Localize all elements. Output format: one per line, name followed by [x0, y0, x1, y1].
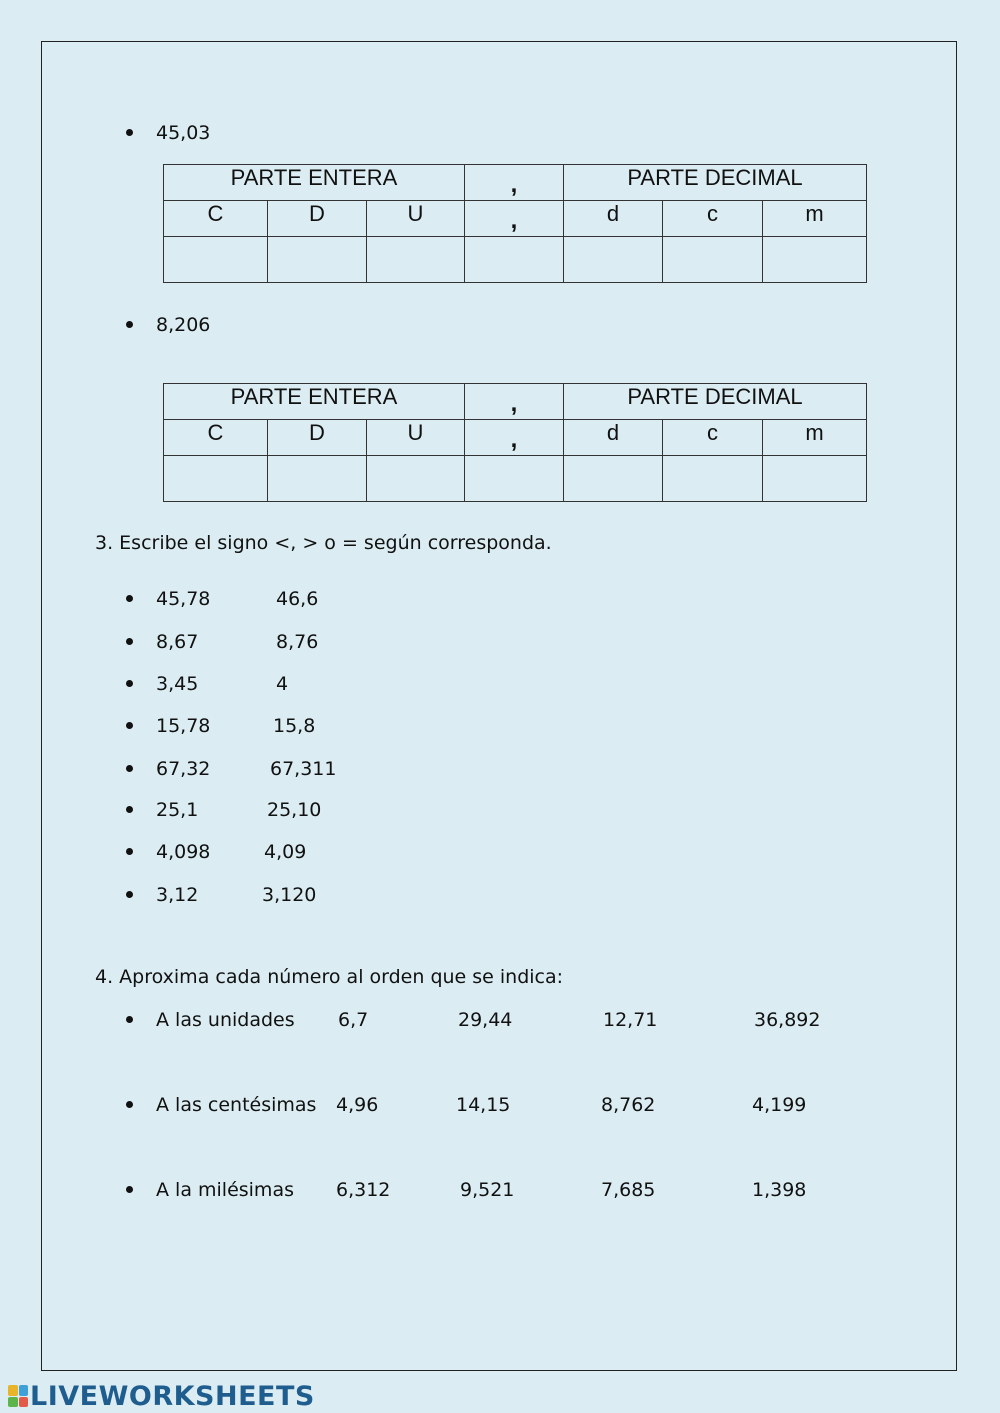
- compare-b: 46,6: [276, 588, 319, 610]
- bullet-icon: [126, 321, 133, 328]
- compare-b: 3,120: [262, 884, 317, 906]
- bullet-icon: [126, 1101, 133, 1108]
- bullet-icon: [126, 638, 133, 645]
- header-parte-entera: PARTE ENTERA: [164, 384, 465, 420]
- answer-cell[interactable]: [564, 456, 663, 502]
- column-label: d: [564, 201, 663, 237]
- compare-a: 45,78: [156, 588, 211, 610]
- column-label: C: [164, 201, 268, 237]
- round-value: 36,892: [754, 1009, 821, 1031]
- bullet-icon: [126, 595, 133, 602]
- compare-a: 3,45: [156, 673, 199, 695]
- round-row: [126, 1177, 846, 1203]
- round-value: 6,312: [336, 1179, 391, 1201]
- column-label: D: [268, 420, 367, 456]
- bullet-icon: [126, 1016, 133, 1023]
- answer-cell[interactable]: [465, 456, 564, 502]
- round-value: 1,398: [752, 1179, 807, 1201]
- column-label: c: [663, 420, 763, 456]
- header-comma: ,: [465, 165, 564, 201]
- round-label: A las unidades: [156, 1009, 295, 1031]
- column-comma: ,: [465, 420, 564, 456]
- answer-cell[interactable]: [268, 456, 367, 502]
- column-label: m: [763, 201, 867, 237]
- compare-b: 67,311: [270, 758, 337, 780]
- compare-b: 15,8: [273, 715, 316, 737]
- answer-cell[interactable]: [763, 237, 867, 283]
- bullet-icon: [126, 129, 133, 136]
- round-label: A la milésimas: [156, 1179, 294, 1201]
- compare-b: 4,09: [264, 841, 307, 863]
- logo-text: LIVEWORKSHEETS: [30, 1380, 315, 1412]
- compare-a: 15,78: [156, 715, 211, 737]
- round-value: 7,685: [601, 1179, 656, 1201]
- place-value-table-2: [163, 383, 867, 502]
- section-3-title: 3. Escribe el signo <, > o = según corresponda.: [95, 532, 552, 554]
- answer-cell[interactable]: [564, 237, 663, 283]
- bullet-icon: [126, 848, 133, 855]
- liveworksheets-logo[interactable]: [8, 1380, 315, 1412]
- answer-cell[interactable]: [663, 456, 763, 502]
- column-comma: ,: [465, 201, 564, 237]
- round-row: [126, 1092, 846, 1118]
- answer-cell[interactable]: [367, 237, 465, 283]
- section-4-title: 4. Aproxima cada número al orden que se indica:: [95, 966, 564, 988]
- bullet-icon: [126, 722, 133, 729]
- compare-b: 25,10: [267, 799, 322, 821]
- answer-cell[interactable]: [268, 237, 367, 283]
- compare-b: 8,76: [276, 631, 319, 653]
- column-label: m: [763, 420, 867, 456]
- answer-cell[interactable]: [465, 237, 564, 283]
- round-label: A las centésimas: [156, 1094, 317, 1116]
- bullet-icon: [126, 891, 133, 898]
- round-value: 4,96: [336, 1094, 379, 1116]
- answer-cell[interactable]: [164, 456, 268, 502]
- bullet-icon: [126, 680, 133, 687]
- compare-a: 4,098: [156, 841, 211, 863]
- answer-cell[interactable]: [763, 456, 867, 502]
- bullet-icon: [126, 806, 133, 813]
- header-parte-entera: PARTE ENTERA: [164, 165, 465, 201]
- column-label: d: [564, 420, 663, 456]
- number-value: 8,206: [156, 314, 211, 336]
- round-value: 29,44: [458, 1009, 513, 1031]
- compare-b: 4: [276, 673, 289, 695]
- round-value: 12,71: [603, 1009, 658, 1031]
- column-label: C: [164, 420, 268, 456]
- round-row: [126, 1007, 846, 1033]
- compare-a: 67,32: [156, 758, 211, 780]
- compare-a: 3,12: [156, 884, 199, 906]
- round-value: 6,7: [338, 1009, 369, 1031]
- column-label: D: [268, 201, 367, 237]
- number-value: 45,03: [156, 122, 211, 144]
- column-label: c: [663, 201, 763, 237]
- round-value: 9,521: [460, 1179, 515, 1201]
- compare-a: 25,1: [156, 799, 199, 821]
- bullet-icon: [126, 765, 133, 772]
- compare-a: 8,67: [156, 631, 199, 653]
- place-value-table-1: [163, 164, 867, 283]
- logo-blocks-icon: [8, 1385, 28, 1407]
- answer-cell[interactable]: [164, 237, 268, 283]
- header-parte-decimal: PARTE DECIMAL: [564, 384, 867, 420]
- bullet-icon: [126, 1186, 133, 1193]
- round-value: 8,762: [601, 1094, 656, 1116]
- header-parte-decimal: PARTE DECIMAL: [564, 165, 867, 201]
- round-value: 14,15: [456, 1094, 511, 1116]
- round-value: 4,199: [752, 1094, 807, 1116]
- column-label: U: [367, 420, 465, 456]
- column-label: U: [367, 201, 465, 237]
- header-comma: ,: [465, 384, 564, 420]
- answer-cell[interactable]: [367, 456, 465, 502]
- answer-cell[interactable]: [663, 237, 763, 283]
